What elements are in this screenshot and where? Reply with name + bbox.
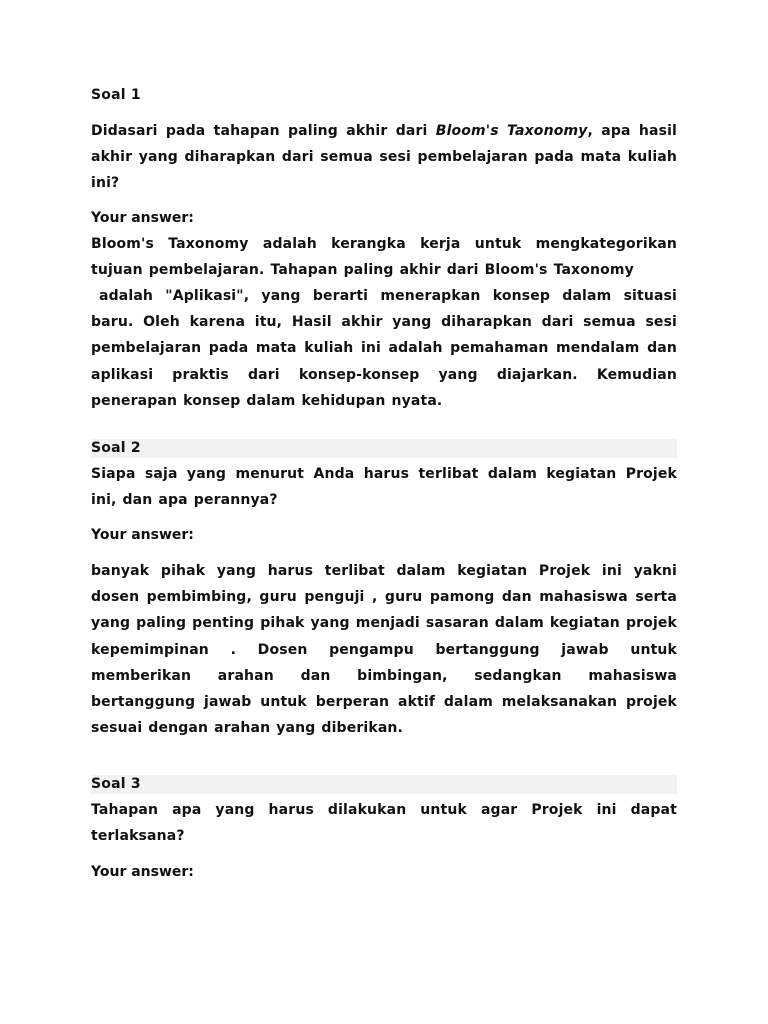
question-1-text-emphasis: Bloom's Taxonomy	[435, 123, 588, 139]
question-3-heading: Soal 3	[91, 775, 677, 794]
question-2-text: Siapa saja yang menurut Anda harus terlibat dalam kegiatan Projek ini, dan apa perannya?	[91, 466, 677, 509]
question-1-text-post: , apa hasil akhir yang diharapkan dari semua sesi pembelajaran pada mata kuliah ini?	[91, 123, 677, 192]
question-2-answer-label: Your answer:	[91, 527, 194, 543]
question-1-answer-part1: Bloom's Taxonomy adalah kerangka kerja untuk mengkategorikan tujuan pembelajaran. Tahapan paling akhir dari Bloom's Taxonomy	[91, 236, 677, 279]
question-3-text: Tahapan apa yang harus dilakukan untuk agar Projek ini dapat terlaksana?	[91, 802, 677, 845]
question-3-answer-label: Your answer:	[91, 864, 194, 880]
question-1-text-pre: Didasari pada tahapan paling akhir dari	[91, 123, 436, 139]
question-1-answer-label: Your answer:	[91, 210, 194, 226]
question-2-answer: banyak pihak yang harus terlibat dalam kegiatan Projek ini yakni dosen pembimbing, guru penguji , guru pamong dan mahasiswa serta yang paling penting pihak yang menjadi sasaran dalam kegiatan projek kepemimpinan . Dosen pengampu bertanggung jawab untuk memberikan arahan dan bimbingan, sedangkan mahasiswa bertanggung jawab untuk berperan aktif dalam melaksanakan projek sesuai dengan arahan yang diberikan.	[91, 563, 678, 737]
question-1-text	[91, 118, 677, 197]
question-2-heading: Soal 2	[91, 439, 677, 458]
question-1-answer-part2: adalah "Aplikasi", yang berarti menerapkan konsep dalam situasi baru. Oleh karena itu, Hasil akhir yang diharapkan dari semua sesi pembelajaran pada mata kuliah ini adalah pemahaman mendalam dan aplikasi praktis dari konsep-konsep yang diajarkan. Kemudian penerapan konsep dalam kehidupan nyata.	[91, 288, 677, 409]
question-1-heading: Soal 1	[91, 87, 141, 103]
